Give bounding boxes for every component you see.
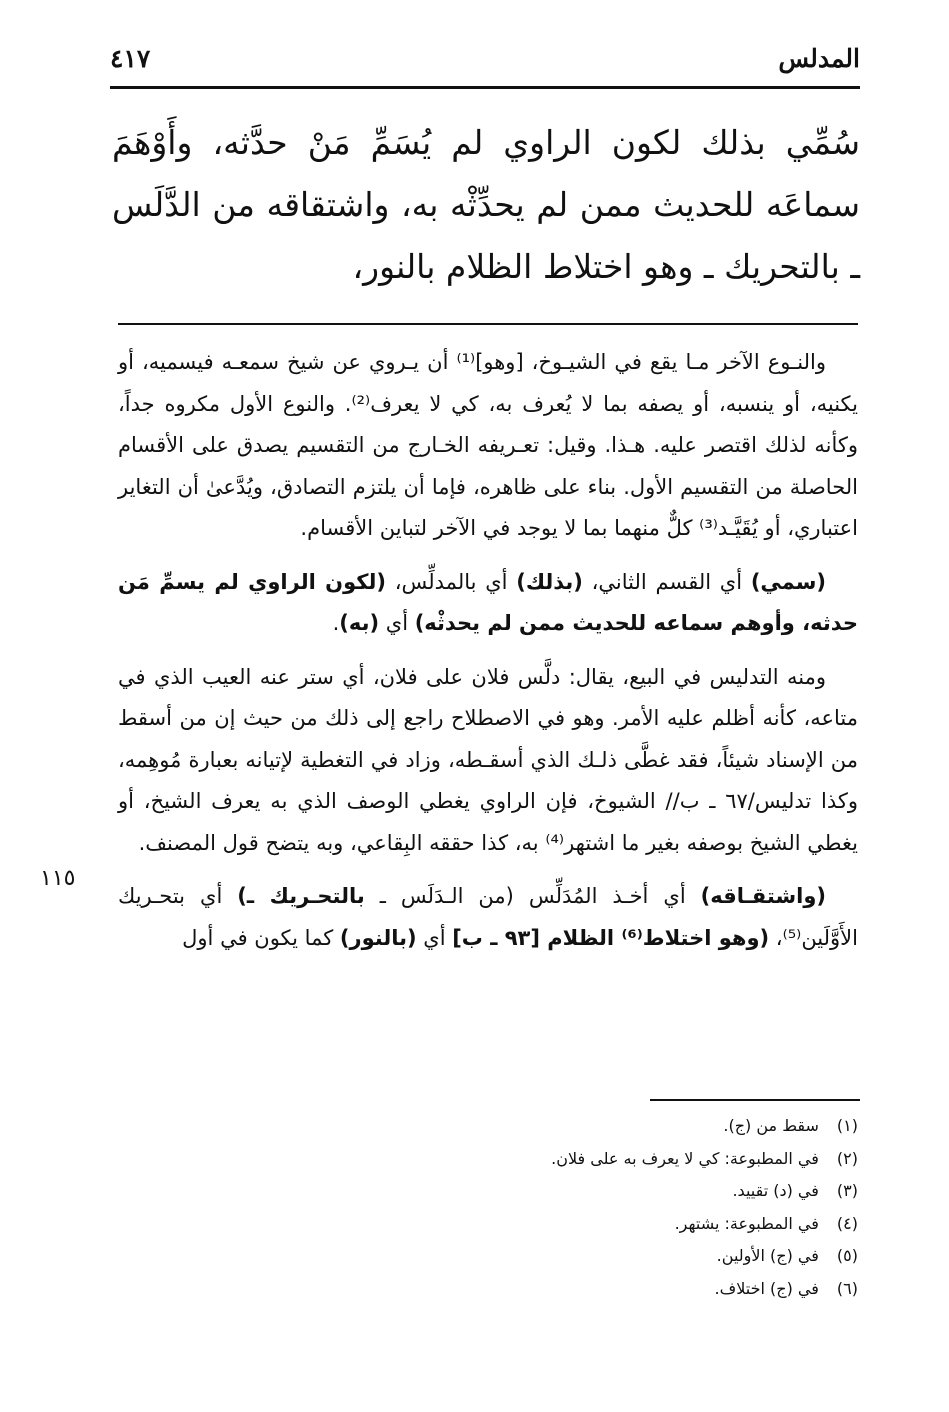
quoted-term: (بالنور): [339, 925, 417, 950]
main-text-divider: [118, 323, 858, 325]
page-number: ٤١٧: [110, 44, 151, 73]
footnote-number: (٦): [836, 1278, 858, 1298]
commentary-text: أي بالمدلِّس،: [385, 569, 517, 594]
footnote-number: (٤): [836, 1213, 858, 1233]
footnote-number: (٣): [836, 1181, 858, 1200]
commentary-text: أي بتحـريك الأَوَّلَين⁽⁵⁾،: [118, 884, 858, 950]
footnote: [400, 1110, 858, 1143]
footnote-number: (٢): [836, 1148, 858, 1168]
commentary-text: (من الـدَلَس ـ: [364, 884, 514, 908]
quoted-term: (بذلك): [516, 569, 583, 594]
footnote: [400, 1273, 858, 1306]
running-header: [110, 40, 860, 86]
header-divider: [110, 86, 860, 89]
footnote-text: في المطبوعة: يشتهر.: [674, 1213, 819, 1233]
commentary-text: كما يكون في أول: [182, 925, 340, 950]
commentary-text: أي: [379, 611, 415, 635]
quoted-term: (سمي): [750, 569, 826, 594]
footnote-number: (١): [836, 1116, 858, 1135]
footnote-text: في (ج) الأولين.: [716, 1246, 819, 1265]
footnotes: [400, 1110, 858, 1305]
commentary-paragraph-1: والنـوع الآخر مـا يقع في الشيـوخ، [وهو]⁽¹⁾ أن يـروي عن شيخ سمعـه فيسميه، أو يكنيه، أو ينسبه، أو يصفه بما لا يُعرف به، كي لا يعرف⁽²⁾. والنوع الأول مكروه جداً، وكأنه لذلك اقتصر عليه. هـذا. وقيل: تعـريفه الخـارج من التقسيم يصدق على الأقسام الحاصلة من التقسيم الأول. بناء على ظاهره، فإما أن يلتزم التصادق، ويُدَّعىٰ أن التغاير اعتباري، أو يُقَيَّـد⁽³⁾ كلٌّ منهما بما لا يوجد في الآخر لتباين الأقسام.: [118, 350, 858, 540]
quoted-term: بالتحـريك ـ): [237, 884, 365, 908]
commentary-text: .: [332, 611, 340, 635]
commentary-paragraph-3: ومنه التدليس في البيع، يقال: دلَّس فلان على فلان، أي ستر عنه العيب الذي في متاعه، كأنه أظلم عليه الأمر. وهو في الاصطلاح راجع إلى ذلك من حيث إن من أسقط من الإسناد شيئاً، فقد غطَّى ذلـك الذي أسقـطه، وزاد في التغطية لإتيانه بعبارة مُوهِمه، وكذا تدليس/٦٧ ـ ب// الشيوخ، فإن الراوي يغطي الوصف الذي به يعرف الشيخ، أو يغطي الشيخ بوصفه بغير ما اشتهر⁽⁴⁾ به، كذا حققه البِقاعي، وبه يتضح قول المصنف.: [118, 664, 858, 855]
margin-folio-number: ١١٥: [40, 866, 76, 891]
main-text: سُمِّي بذلك لكون الراوي لم يُسَمِّ مَنْ حدَّثه، وأَوْهَمَ سماعَه للحديث ممن لم يحدِّثْه به، واشتقاقه من الدَّلَس ـ بالتحريك ـ وهو اختلاط الظلام بالنور،: [112, 123, 860, 286]
footnote-text: في (د) تقييد.: [732, 1181, 819, 1200]
footnote: [400, 1143, 858, 1176]
commentary-paragraph-2: [118, 562, 858, 645]
commentary-paragraph-4: [118, 876, 858, 959]
quoted-term: (لكون الراوي لم يسمِّ مَن حدثه، وأوهم سماعه للحديث ممن لم يحدثْه): [118, 569, 858, 635]
chapter-title: المدلس: [778, 44, 860, 73]
footnote-text: في (ج) اختلاف.: [714, 1278, 819, 1298]
commentary-text: أي: [416, 925, 453, 950]
quoted-term: (واشتقـاقه): [700, 884, 826, 908]
commentary-text: أي أخـذ المُدَلِّس: [513, 884, 701, 908]
footnote-divider: [650, 1099, 860, 1101]
footnote: [400, 1208, 858, 1241]
footnote-text: في المطبوعة: كي لا يعرف به على فلان.: [551, 1148, 819, 1168]
footnote: [400, 1240, 858, 1273]
commentary-text: أي القسم الثاني،: [582, 569, 751, 594]
quoted-term: (وهو اختلاط⁽⁶⁾ الظلام [٩٣ ـ ب]: [452, 925, 770, 950]
quoted-term: (به): [339, 611, 380, 635]
footnote-number: (٥): [836, 1246, 858, 1265]
footnote: [400, 1175, 858, 1208]
footnote-text: سقط من (ج).: [723, 1116, 819, 1135]
commentary: [118, 342, 858, 971]
